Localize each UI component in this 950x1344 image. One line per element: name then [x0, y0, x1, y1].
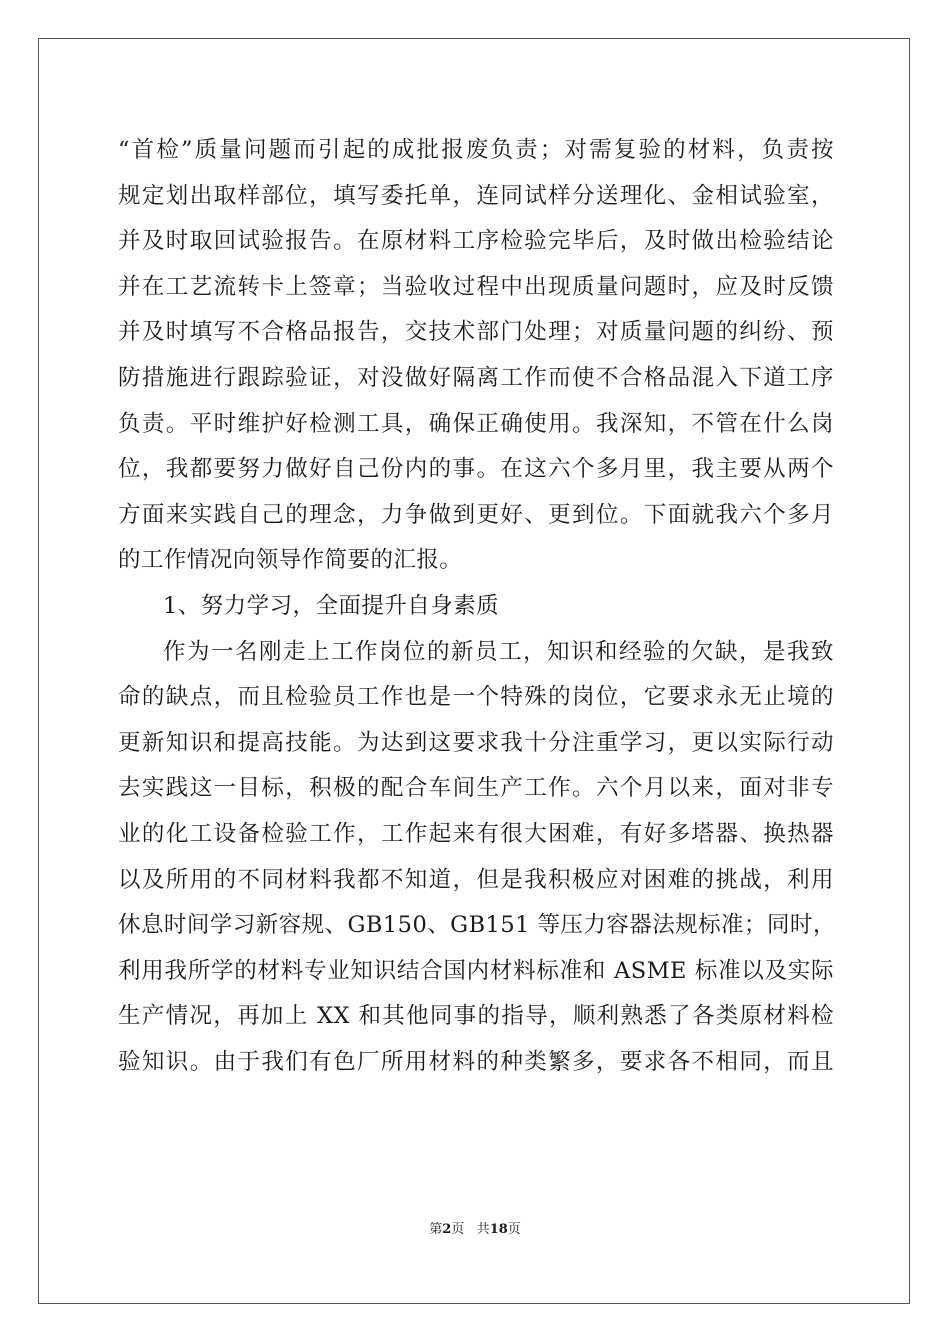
footer-total-pages: 18: [489, 1222, 508, 1237]
text-line: 方面来实践自己的理念，力争做到更好、更到位。下面就我六个多月: [118, 501, 834, 528]
text-line: 作为一名刚走上工作岗位的新员工，知识和经验的欠缺，是我致: [163, 638, 834, 665]
text-line: 验知识。由于我们有色厂所用材料的种类繁多，要求各不相同，而且: [118, 1048, 834, 1075]
text-line: 1、努力学习，全面提升自身素质: [163, 592, 500, 619]
footer-page-suffix: 页: [451, 1222, 465, 1237]
text-line: 以及所用的不同材料我都不知道，但是我积极应对困难的挑战，利用: [118, 866, 834, 893]
text-line: 更新知识和提高技能。为达到这要求我十分注重学习，更以实际行动: [118, 729, 834, 756]
footer-total-suffix: 页: [507, 1222, 521, 1237]
text-line: 的工作情况向领导作简要的汇报。: [118, 547, 463, 574]
text-line: 并及时填写不合格品报告，交技术部门处理；对质量问题的纠纷、预: [118, 319, 834, 346]
text-line: “首检”质量问题而引起的成批报废负责；对需复验的材料，负责按: [118, 137, 834, 163]
text-line: 位，我都要努力做好自己份内的事。在这六个多月里，我主要从两个: [118, 456, 834, 483]
text-line: 休息时间学习新容规、GB150、GB151 等压力容器法规标准；同时，: [118, 912, 836, 939]
text-line: 规定划出取样部位，填写委托单，连同试样分送理化、金相试验室，: [118, 182, 834, 209]
text-line: 负责。平时维护好检测工具，确保正确使用。我深知，不管在什么岗: [118, 410, 834, 437]
text-line: 并及时取回试验报告。在原材料工序检验完毕后，及时做出检验结论: [118, 228, 834, 255]
footer-page-number: 2: [442, 1222, 452, 1237]
text-line: 业的化工设备检验工作，工作起来有很大困难，有好多塔器、换热器: [118, 820, 834, 847]
text-line: 并在工艺流转卡上签章；当验收过程中出现质量问题时，应及时反馈: [118, 273, 834, 300]
text-line: 去实践这一目标，积极的配合车间生产工作。六个月以来，面对非专: [118, 775, 834, 802]
footer-prefix: 第: [429, 1222, 443, 1237]
text-line: 防措施进行跟踪验证，对没做好隔离工作而使不合格品混入下道工序: [118, 364, 834, 391]
text-line: 生产情况，再加上 XX 和其他同事的指导，顺利熟悉了各类原材料检: [118, 1003, 834, 1030]
text-line: 命的缺点，而且检验员工作也是一个特殊的岗位，它要求永无止境的: [118, 684, 834, 711]
page-footer: [0, 1222, 950, 1238]
text-line: 利用我所学的材料专业知识结合国内材料标准和 ASME 标准以及实际: [118, 957, 834, 984]
document-body: [118, 128, 834, 1085]
footer-total-prefix: 共: [476, 1222, 490, 1237]
